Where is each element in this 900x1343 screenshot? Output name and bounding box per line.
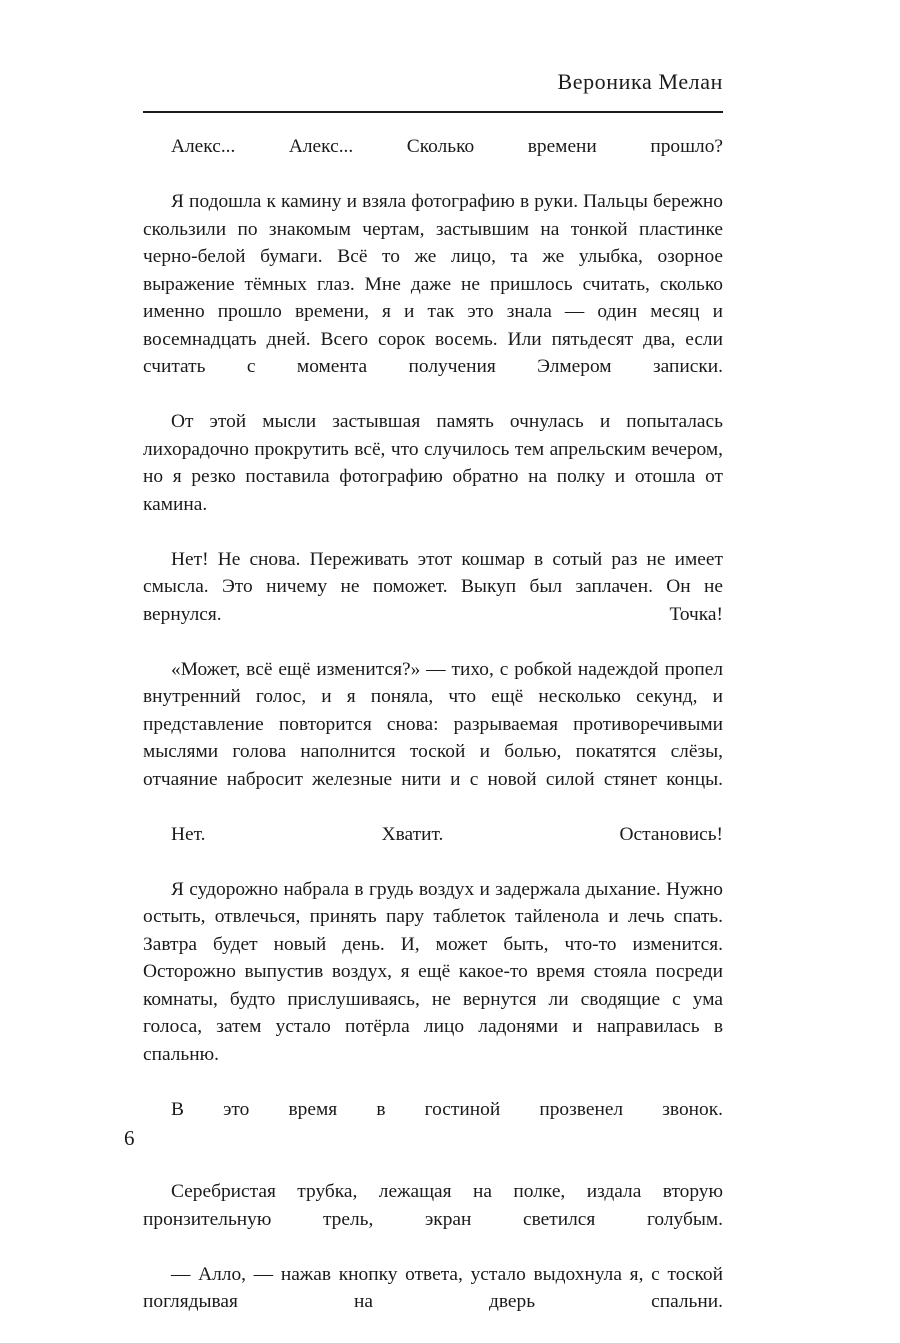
paragraph: Нет! Не снова. Переживать этот кошмар в сотый раз не имеет смысла. Это ничему не поможет. Выкуп был заплачен. Он не вернулся. Точка! bbox=[143, 546, 723, 656]
paragraph: Я судорожно набрала в грудь воздух и задержала дыхание. Нужно остыть, отвлечься, принять пару таблеток тайленола и лечь спать. Завтра будет новый день. И, может быть, что-то изменится. Осторожно выпустив воздух, я ещё какое-то время стояла посреди комнаты, будто прислушиваясь, не вернутся ли сводящие с ума голоса, затем устало потёрла лицо ладонями и направилась в спальню. bbox=[143, 876, 723, 1096]
paragraph: Алекс... Алекс... Сколько времени прошло? bbox=[143, 133, 723, 188]
paragraph: От этой мысли застывшая память очнулась и попыталась лихорадочно прокрутить всё, что случилось тем апрельским вечером, но я резко поставила фотографию обратно на полку и отошла от камина. bbox=[143, 408, 723, 546]
paragraph: Серебристая трубка, лежащая на полке, издала вторую пронзительную трель, экран светился голубым. bbox=[143, 1178, 723, 1261]
paragraph: Нет. Хватит. Остановись! bbox=[143, 821, 723, 876]
paragraph: «Может, всё ещё изменится?» — тихо, с робкой надеждой пропел внутренний голос, и я поняла, что ещё несколько секунд, и представление повторится снова: разрываемая противоречивыми мыслями голова наполнится тоской и болью, покатятся слёзы, отчаяние набросит железные нити и с новой силой стянет концы. bbox=[143, 656, 723, 821]
header-rule-divider bbox=[143, 111, 723, 113]
running-head-author: Вероника Мелан bbox=[143, 68, 723, 96]
body-text-column bbox=[143, 133, 723, 1343]
paragraph: Я подошла к камину и взяла фотографию в руки. Пальцы бережно скользили по знакомым чертам, застывшим на тонкой пластинке черно-белой бумаги. Всё то же лицо, та же улыбка, озорное выражение тёмных глаз. Мне даже не пришлось считать, сколько именно прошло времени, я и так это знала — один месяц и восемнадцать дней. Всего сорок восемь. Или пятьдесят два, если считать с момента получения Элмером записки. bbox=[143, 188, 723, 408]
paragraph: В это время в гостиной прозвенел звонок. bbox=[143, 1096, 723, 1151]
running-head bbox=[143, 68, 723, 96]
page-number: 6 bbox=[124, 1126, 135, 1150]
paragraph: — Алло, — нажав кнопку ответа, устало выдохнула я, с тоской поглядывая на дверь спальни. bbox=[143, 1261, 723, 1343]
